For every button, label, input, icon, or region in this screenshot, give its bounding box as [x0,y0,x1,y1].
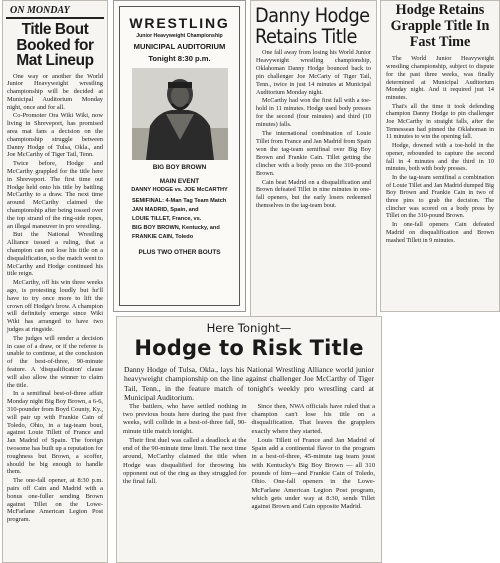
paragraph: The battlers, who have settled nothing in two previous bouts here during the past five weeks, will collide in a best-of-three fall, 90-minute title match tonight. [123,402,247,435]
wrestling-poster-ad [113,0,246,312]
headline-hodge-to-risk: Hodge to Risk Title [134,336,364,360]
headline-title-bout: Title Bout Booked for Mat Lineup [16,21,94,69]
poster-venue: MUNICIPAL AUDITORIUM [133,42,226,51]
paragraph: The one-fall opener, at 8:30 p.m. pairs off Cain and Madrid with a bonus one-fuller sending Brown against Tillet on the Lowe-McFarlane American Legion Post program. [7,477,103,524]
poster-frame [119,6,240,306]
paragraph: Co-Promoter Ora Wiki Wiki, now living in Shreveport, has promised area mat fans a decision on the championship struggle between Danny Hodge of Tulsa, Okla., and Joe McCarthy of Tiger Tail, Tenn. [7,112,103,159]
poster-time: Tonight 8:30 p.m. [148,54,211,63]
paragraph: The judges will render a decision in case of a draw, or if the referee is unable to continue, at the conclusion of the best-of-three, 90-minute feature. A 'disqualification' clause will also allow the winner to claim the title. [7,334,103,389]
headline-hodge-retains: Danny Hodge Retains Title [255,3,370,49]
paragraph: Their first duel was called a deadlock at the end of the 90-minute time limit. The next time around, McCarthy claimed the title when Hodge was disqualified for throwing his opponent out of the ring as they struggled for the final fall. [123,436,247,486]
clipping-title-bout-booked [2,0,108,563]
plus-bouts: PLUS TWO OTHER BOUTS [138,249,221,256]
paragraph: But the National Wrestling Alliance issued a ruling, that a champion can not lose his title on a disqualification, so the match went to McCarthy and Hodge continued his title reign. [7,231,103,278]
paragraph: One fall away from losing his World Junior Heavyweight wrestling championship, Oklahoman Danny Hodge bounced back to pin challenger Joe McCarty of Tiger Tail, Tenn., twice in just 14 minutes at Municipal Auditorium Monday night. [256,49,371,96]
photo-caption: BIG BOY BROWN [152,164,207,171]
kicker-here-tonight: Here Tonight— [206,321,292,335]
wrestler-photo [132,68,228,160]
article-body [381,55,499,244]
clipping-hodge-to-risk-title [116,316,382,563]
paragraph: Since then, NWA officials have ruled that a champion can't lose his title on a disqualification. That leaves the grapplers exactly where they started. [251,402,375,435]
article-body [3,73,107,524]
poster-subtitle: Junior Heavyweight Championship [136,33,223,39]
main-event: DANNY HODGE vs. JOE McCARTHY [131,187,228,193]
paragraph: That's all the time it took defending champion Danny Hodge to pin challenger Joe McCarthy in straight falls, after the Tennessean had pinned the Oklahoman in 11 minutes to win the opening fall. [386,102,494,141]
paragraph: In the tag-team semifinal a combination of Louie Tillet and Jan Madrid dumped Big Boy Brown and Frankie Cain in two of three pins to grab the decision. The clincher was scored on a body press by Tillet on the 310-pound Brown. [386,173,494,220]
semifinal-line: LOUIE TILLET, France, vs. [132,216,202,222]
semifinal-line: FRANKIE CAIN, Toledo [132,234,194,240]
paragraph: The World Junior Heavyweight wrestling championship, subject to dispute for the past three weeks, was finally determined at Municipal Auditorium Monday night. And it required just 14 minutes. [386,55,494,101]
headline-grapple-title: Hodge Retains Grapple Title In Fast Time [390,2,490,50]
right-column [252,403,376,513]
paragraph: In a semifinal best-of-three affair Monday night Big Boy Brown, a 6-6, 310-pounder from Boyd County, Ky., will pair up with Frankie Cain of Toledo, Ohio, in a tag-team bout, against Louie Tillett of France and Jan Madrid of Spain. The foreign twosome has built up a reputation for roughness but Brown, a scoffer, should be big enough to handle them. [7,390,103,476]
lead-paragraph: Danny Hodge of Tulsa, Okla., lays his National Wrestling Alliance world junior heavyweight championship on the line against challenger Joe McCarthy of Tiger Tail, Tenn., in the feature match of tonight's weekly pro wrestling card at Municipal Auditorium. [124,365,374,403]
paragraph: Hodge, downed with a toe-hold in the opener, rebounded to capture the second fall in 4 minutes and the third in 10 minutes, both with body presses. [386,142,494,173]
paragraph: Cain beat Madrid on a disqualification and Brown defeated Tillet in nine minutes in one-fall openers, but the early losers redeemed themselves in the tag-team bout. [256,178,371,210]
paragraph: McCarthy had won the first fall with a toe-hold in 11 minutes. Hodge used body presses for the second (four minutes) and third (10 minutes) falls. [256,97,371,129]
paragraph: McCarthy, off his win three weeks ago, is protesting loudly but he'll have to try once more to lift the crown off Hodge's brow. A champion will definitely emerge since Wiki Wiki has arranged to have two judges at ringside. [7,279,103,333]
paragraph: In one-fall openers Cain defeated Madrid on disqualification and Brown mashed Tillett in 9 minutes. [386,221,494,244]
article-body [251,49,376,210]
semifinal-line: JAN MADRID, Spain, and [132,207,199,213]
semifinal-line: BIG BOY BROWN, Kentucky, and [132,225,220,231]
clipping-hodge-retains-title [250,0,377,345]
paragraph: The international combination of Louie Tillet from France and Jan Madrid from Spain won the tag-team semifinal over Big Boy Brown and Frankie Cain. Tillet getting the clincher with a body press on the 310-pound Brown. [256,130,371,177]
paragraph: Twice before, Hodge and McCarthy grappled for the title here in Shreveport. The first time out Hodge held onto his title by battling McCarthy to a draw. The next time around McCarthy claimed the championship after being tossed over the top strand of the ring-side ropes, an illegal maneuver in pro wrestling. [7,160,103,230]
poster-title: WRESTLING [129,15,230,31]
paragraph: Louis Tillett of France and Jan Madrid of Spain add a continental flavor to the program in a best-of-three, 45-minute tag team joust with Kentucky's Big Boy Brown — all 310 pounds of him—and Frankie Cain of Toledo, Ohio. One-fall openers in the Lowe-McFarlane American Legion Post program, which gets under way at 8:30, sends Tillet against Brown and Cain opposite Madrid. [251,436,375,511]
article-columns [117,403,381,513]
left-column [123,403,247,513]
paragraph: One way or another the World Junior Heavyweight wrestling championship will be decided at Municipal Auditorium Monday night, once and for all. [7,72,103,111]
semifinal-line: SEMIFINAL: 4-Man Tag Team Match [132,198,227,204]
kicker-on-monday: ON MONDAY [6,3,104,19]
clipping-grapple-title [380,0,500,312]
semifinal-card [120,197,239,242]
main-event-label: MAIN EVENT [159,178,200,185]
